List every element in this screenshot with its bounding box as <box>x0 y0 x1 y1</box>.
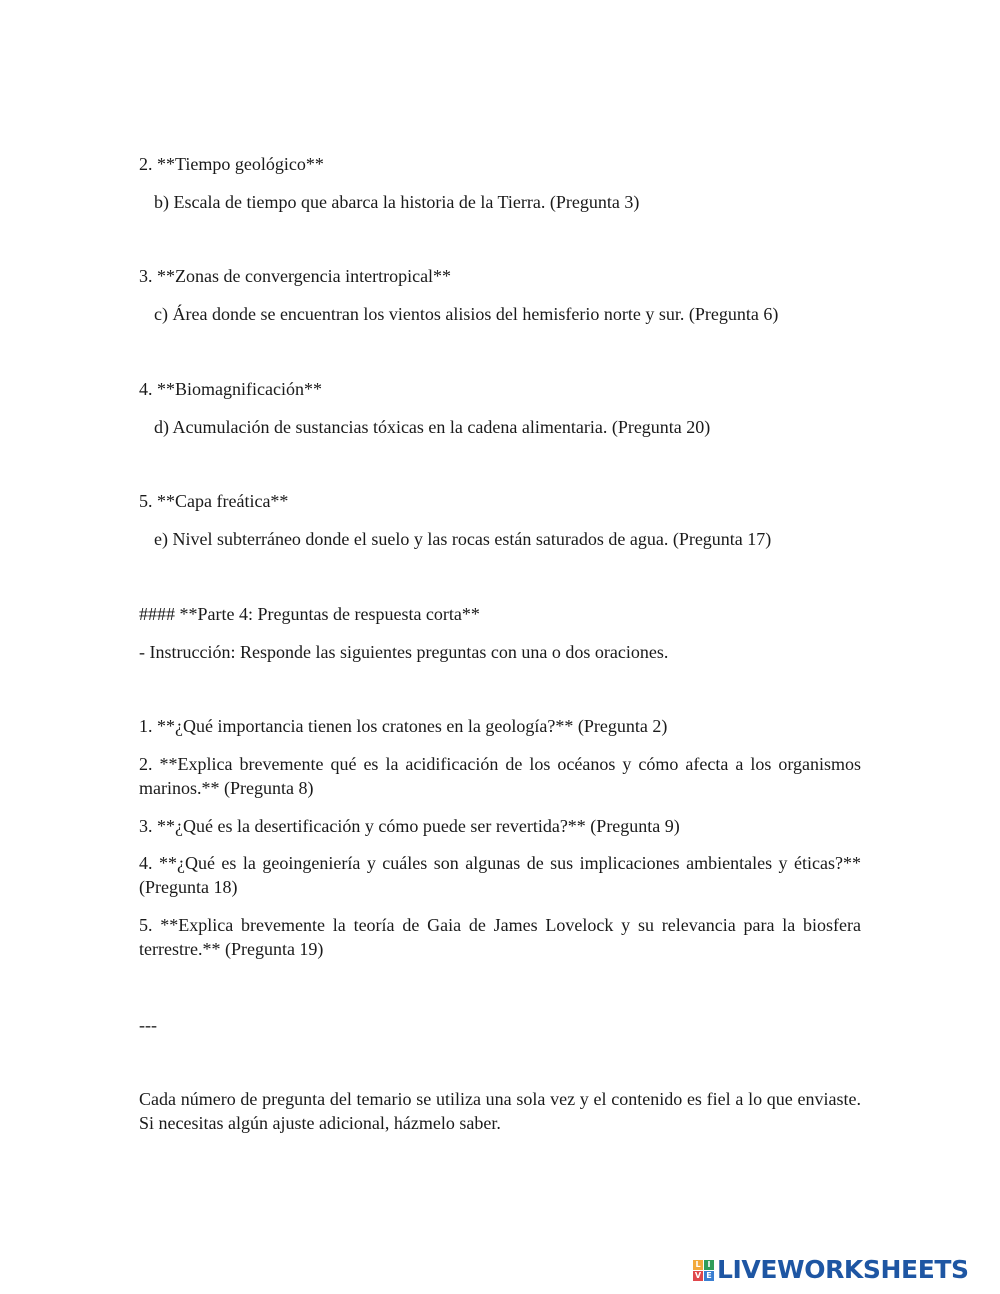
term-5-heading: 5. **Capa freática** <box>139 491 289 511</box>
part-4-heading: #### **Parte 4: Preguntas de respuesta corta** <box>139 604 480 624</box>
term-4-definition: d) Acumulación de sustancias tóxicas en la cadena alimentaria. (Pregunta 20) <box>154 417 711 437</box>
closing-note: Cada número de pregunta del temario se utiliza una sola vez y el contenido es fiel a lo que enviaste. Si necesitas algún ajuste adicional, házmelo saber. <box>139 1089 861 1133</box>
separator: --- <box>139 1015 157 1035</box>
logo-mark-icon <box>693 1260 714 1281</box>
liveworksheets-logo <box>693 1256 969 1284</box>
term-5-definition: e) Nivel subterráneo donde el suelo y las rocas están saturados de agua. (Pregunta 17) <box>154 529 772 549</box>
part-4-instruction: - Instrucción: Responde las siguientes preguntas con una o dos oraciones. <box>139 642 669 662</box>
term-3-definition: c) Área donde se encuentran los vientos alisios del hemisferio norte y sur. (Pregunta 6) <box>154 304 779 324</box>
term-4-heading: 4. **Biomagnificación** <box>139 379 322 399</box>
question-1: 1. **¿Qué importancia tienen los cratones en la geología?** (Pregunta 2) <box>139 716 668 736</box>
logo-letter: V <box>694 1270 702 1280</box>
term-3-heading: 3. **Zonas de convergencia intertropical** <box>139 266 452 286</box>
question-3: 3. **¿Qué es la desertificación y cómo puede ser revertida?** (Pregunta 9) <box>139 816 680 836</box>
logo-letter: E <box>704 1271 714 1281</box>
term-2-heading: 2. **Tiempo geológico** <box>139 154 324 174</box>
question-5: 5. **Explica brevemente la teoría de Gaia de James Lovelock y su relevancia para la biosfera terrestre.** (Pregunta 19) <box>139 915 861 959</box>
logo-letter: I <box>704 1260 714 1270</box>
question-4: 4. **¿Qué es la geoingeniería y cuáles son algunas de sus implicaciones ambientales y éticas?** (Pregunta 18) <box>139 853 861 897</box>
question-2: 2. **Explica brevemente qué es la acidificación de los océanos y cómo afecta a los organismos marinos.** (Pregunta 8) <box>139 754 861 798</box>
term-2-definition: b) Escala de tiempo que abarca la historia de la Tierra. (Pregunta 3) <box>154 192 640 212</box>
logo-text: LIVEWORKSHEETS <box>717 1255 969 1284</box>
logo-letter: L <box>693 1260 703 1270</box>
